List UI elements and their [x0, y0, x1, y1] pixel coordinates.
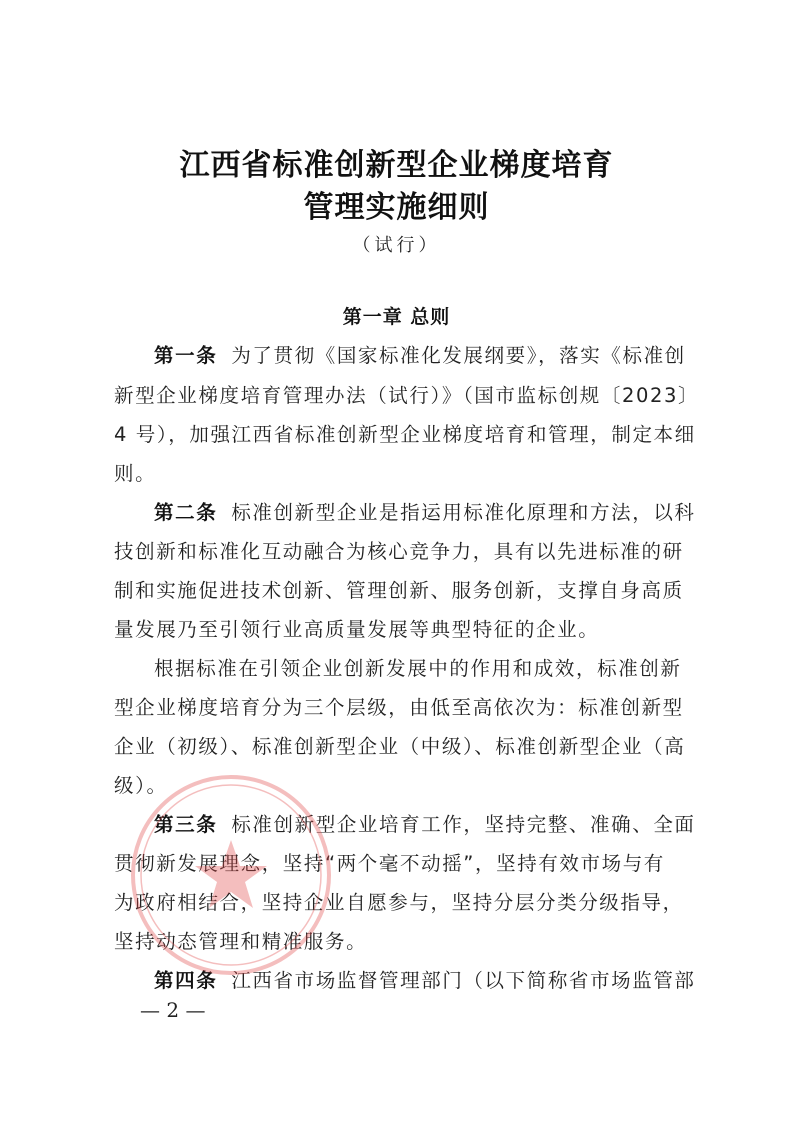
- article-label: 第一条: [154, 344, 218, 367]
- body-line: 贯彻新发展理念，坚持“两个毫不动摇”，坚持有效市场与有: [114, 852, 665, 875]
- body-line: [154, 965, 696, 993]
- chapter-heading: 第一章 总则: [342, 306, 451, 328]
- line-text: 江西省市场监督管理部门（以下简称省市场监管部: [231, 969, 696, 992]
- body-line: 为政府相结合，坚持企业自愿参与，坚持分层分类分级指导，: [114, 891, 684, 914]
- body-line: 4 号），加强江西省标准创新型企业梯度培育和管理，制定本细: [114, 423, 696, 446]
- body-line: 型企业梯度培育分为三个层级，由低至高依次为：标准创新型: [114, 696, 684, 719]
- body-line: 新型企业梯度培育管理办法（试行）》（国市监标创规〔2023〕: [114, 384, 700, 407]
- body-line: 量发展乃至引领行业高质量发展等典型特征的企业。: [114, 618, 600, 641]
- body-line: 则。: [114, 462, 157, 485]
- body-line: 企业（初级）、标准创新型企业（中级）、标准创新型企业（高: [114, 735, 686, 758]
- body-line: 级）。: [114, 774, 168, 797]
- line-text: 为了贯彻《国家标准化发展纲要》，落实《标准创: [231, 344, 686, 367]
- body-line: [154, 340, 686, 368]
- body-line: 根据标准在引领企业创新发展中的作用和成效，标准创新: [154, 657, 682, 680]
- body-line: [154, 809, 696, 837]
- body-line: 坚持动态管理和精准服务。: [114, 930, 368, 953]
- body-line: 技创新和标准化互动融合为核心竞争力，具有以先进标准的研: [114, 540, 684, 563]
- line-text: 标准创新型企业培育工作，坚持完整、准确、全面: [231, 813, 696, 836]
- body-line: [154, 497, 696, 525]
- document-title-line2: 管理实施细则: [303, 190, 490, 225]
- page-number: — 2 —: [140, 998, 206, 1022]
- article-label: 第二条: [154, 501, 218, 524]
- article-label: 第四条: [154, 969, 218, 992]
- document-subtitle: （试行）: [352, 235, 441, 256]
- article-label: 第三条: [154, 813, 218, 836]
- line-text: 标准创新型企业是指运用标准化原理和方法，以科: [231, 501, 696, 524]
- body-line: 制和实施促进技术创新、管理创新、服务创新，支撑自身高质: [114, 579, 684, 602]
- document-title-line1: 江西省标准创新型企业梯度培育: [179, 148, 614, 183]
